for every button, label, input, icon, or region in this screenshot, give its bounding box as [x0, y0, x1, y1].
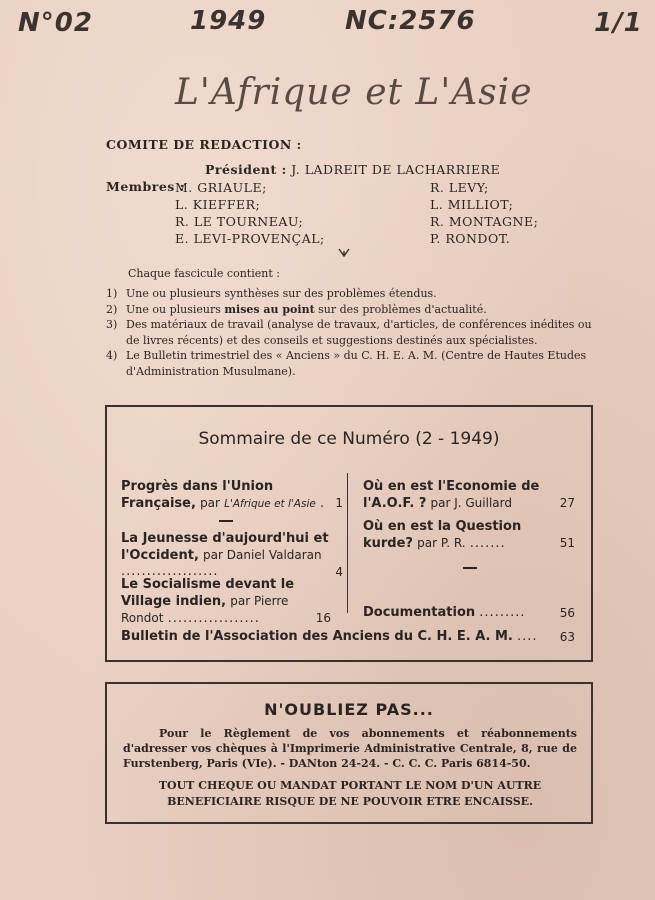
- toc-entry: [121, 577, 331, 627]
- members-right-list: [430, 179, 538, 247]
- president-label: Président :: [205, 162, 287, 177]
- member-name: L. MILLIOT;: [430, 197, 514, 212]
- separator-dash: [219, 520, 233, 522]
- fascicule-intro: Chaque fascicule contient :: [128, 267, 280, 280]
- members-label: Membres :: [106, 179, 185, 194]
- toc-entry-page: 1: [335, 496, 343, 510]
- fascicule-item-text: Des matériaux de travail (analyse de travaux, d'articles, de conférences inédites ou de livres récents) et des conseils et suggestions destinés aux spécialistes.: [126, 318, 592, 347]
- toc-entry-title: La Jeunesse d'aujourd'hui et l'Occident,: [121, 531, 329, 563]
- toc-entry-page: 56: [559, 606, 575, 620]
- notice-body: Pour le Règlement de vos abonnements et réabonnements d'adresser vos chèques à l'Imprimerie Administrative Centrale, 8, rue de Furstenberg, Paris (VIe). - DANton 24-24. - C. C. C. Paris 6814-50.: [123, 727, 577, 770]
- fascicule-item: [106, 286, 596, 302]
- toc-entry-dots: .........: [479, 605, 526, 620]
- toc-entry-dots: ....: [516, 629, 538, 644]
- toc-entry-page: 63: [559, 630, 575, 644]
- fascicule-item-num: 2): [106, 302, 118, 316]
- president-line: [205, 162, 500, 177]
- toc-entry-dots: ..................: [167, 611, 260, 626]
- toc-entry: [363, 479, 575, 512]
- fascicule-item-num: 3): [106, 318, 118, 331]
- year-annotation: 1949: [190, 6, 267, 36]
- fascicule-item: [106, 317, 596, 348]
- toc-entry-by: par Daniel Valdaran: [203, 548, 322, 562]
- fascicule-item-num: 4): [106, 349, 118, 362]
- summary-heading: Sommaire de ce Numéro (2 - 1949): [198, 429, 500, 449]
- toc-entry-dots: ...................: [121, 564, 219, 579]
- separator-dash: [463, 567, 477, 569]
- summary-divider: [347, 473, 348, 613]
- toc-entry: [121, 479, 343, 512]
- toc-entry-author: L'Afrique et l'Asie: [224, 498, 316, 510]
- toc-entry-page: 27: [559, 496, 575, 510]
- member-name: R. MONTAGNE;: [430, 214, 539, 229]
- notice-warning: TOUT CHEQUE OU MANDAT PORTANT LE NOM D'UN AUTRE BENEFICIAIRE RISQUE DE NE POUVOIR ETRE ENCAISSE.: [158, 779, 542, 808]
- toc-entry: [363, 519, 575, 552]
- fascicule-item-text: sur des problèmes d'actualité.: [314, 302, 487, 316]
- committee-heading: COMITE DE REDACTION :: [106, 137, 302, 152]
- page-annotation: 1/1: [594, 8, 643, 38]
- toc-entry-by: par J. Guillard: [430, 496, 512, 510]
- toc-entry-page: 16: [315, 611, 331, 625]
- fascicule-list: [106, 286, 596, 379]
- fascicule-item: [106, 302, 596, 318]
- summary-box: [105, 405, 593, 662]
- member-name: R. LE TOURNEAU;: [175, 214, 304, 229]
- toc-entry-page: 4: [335, 565, 343, 579]
- toc-entry: [363, 605, 575, 621]
- journal-title: L'Afrique et L'Asie: [175, 72, 533, 113]
- notice-heading: N'OUBLIEZ PAS...: [264, 700, 434, 719]
- toc-entry-by: par: [200, 496, 220, 510]
- member-name: P. RONDOT.: [430, 231, 511, 246]
- fleuron-ornament-icon: [338, 248, 350, 258]
- fascicule-item: [106, 348, 596, 379]
- fascicule-item-emphasis: mises au point: [224, 302, 315, 316]
- code-annotation: NC:2576: [345, 6, 476, 36]
- member-name: R. LEVY;: [430, 180, 489, 195]
- toc-entry-title: Le Socialisme devant le Village indien,: [121, 577, 295, 609]
- toc-entry-dots: .......: [469, 536, 506, 551]
- toc-entry-page: 51: [559, 536, 575, 550]
- toc-entry-title: Où en est l'Economie de l'A.O.F. ?: [363, 479, 540, 511]
- toc-entry-dots: .: [319, 496, 326, 511]
- toc-entry-title: Progrès dans l'Union Française,: [121, 479, 274, 511]
- toc-entry-bulletin: [121, 629, 575, 645]
- fascicule-item-text: Le Bulletin trimestriel des « Anciens » du C. H. E. A. M. (Centre de Hautes Etudes d'Administration Musulmane).: [126, 349, 587, 378]
- member-name: M. GRIAULE;: [175, 180, 267, 195]
- issue-number-annotation: N°02: [18, 8, 93, 38]
- toc-entry: [121, 531, 343, 580]
- member-name: L. KIEFFER;: [175, 197, 261, 212]
- fascicule-item-num: 1): [106, 287, 118, 300]
- toc-entry-title: Documentation: [363, 605, 476, 620]
- fascicule-item-text: Une ou plusieurs: [126, 302, 225, 316]
- notice-box: [105, 682, 593, 824]
- member-name: E. LEVI-PROVENÇAL;: [175, 231, 325, 246]
- toc-entry-title: Bulletin de l'Association des Anciens du C. H. E. A. M.: [121, 629, 513, 644]
- president-name: J. LADREIT DE LACHARRIERE: [291, 162, 501, 177]
- toc-entry-by: par Pierre Rondot: [121, 594, 289, 625]
- toc-entry-title: Où en est la Question kurde?: [363, 519, 522, 551]
- fascicule-item-text: Une ou plusieurs synthèses sur des problèmes étendus.: [126, 287, 437, 300]
- toc-entry-by: par P. R.: [417, 536, 466, 550]
- members-left-list: [175, 179, 325, 247]
